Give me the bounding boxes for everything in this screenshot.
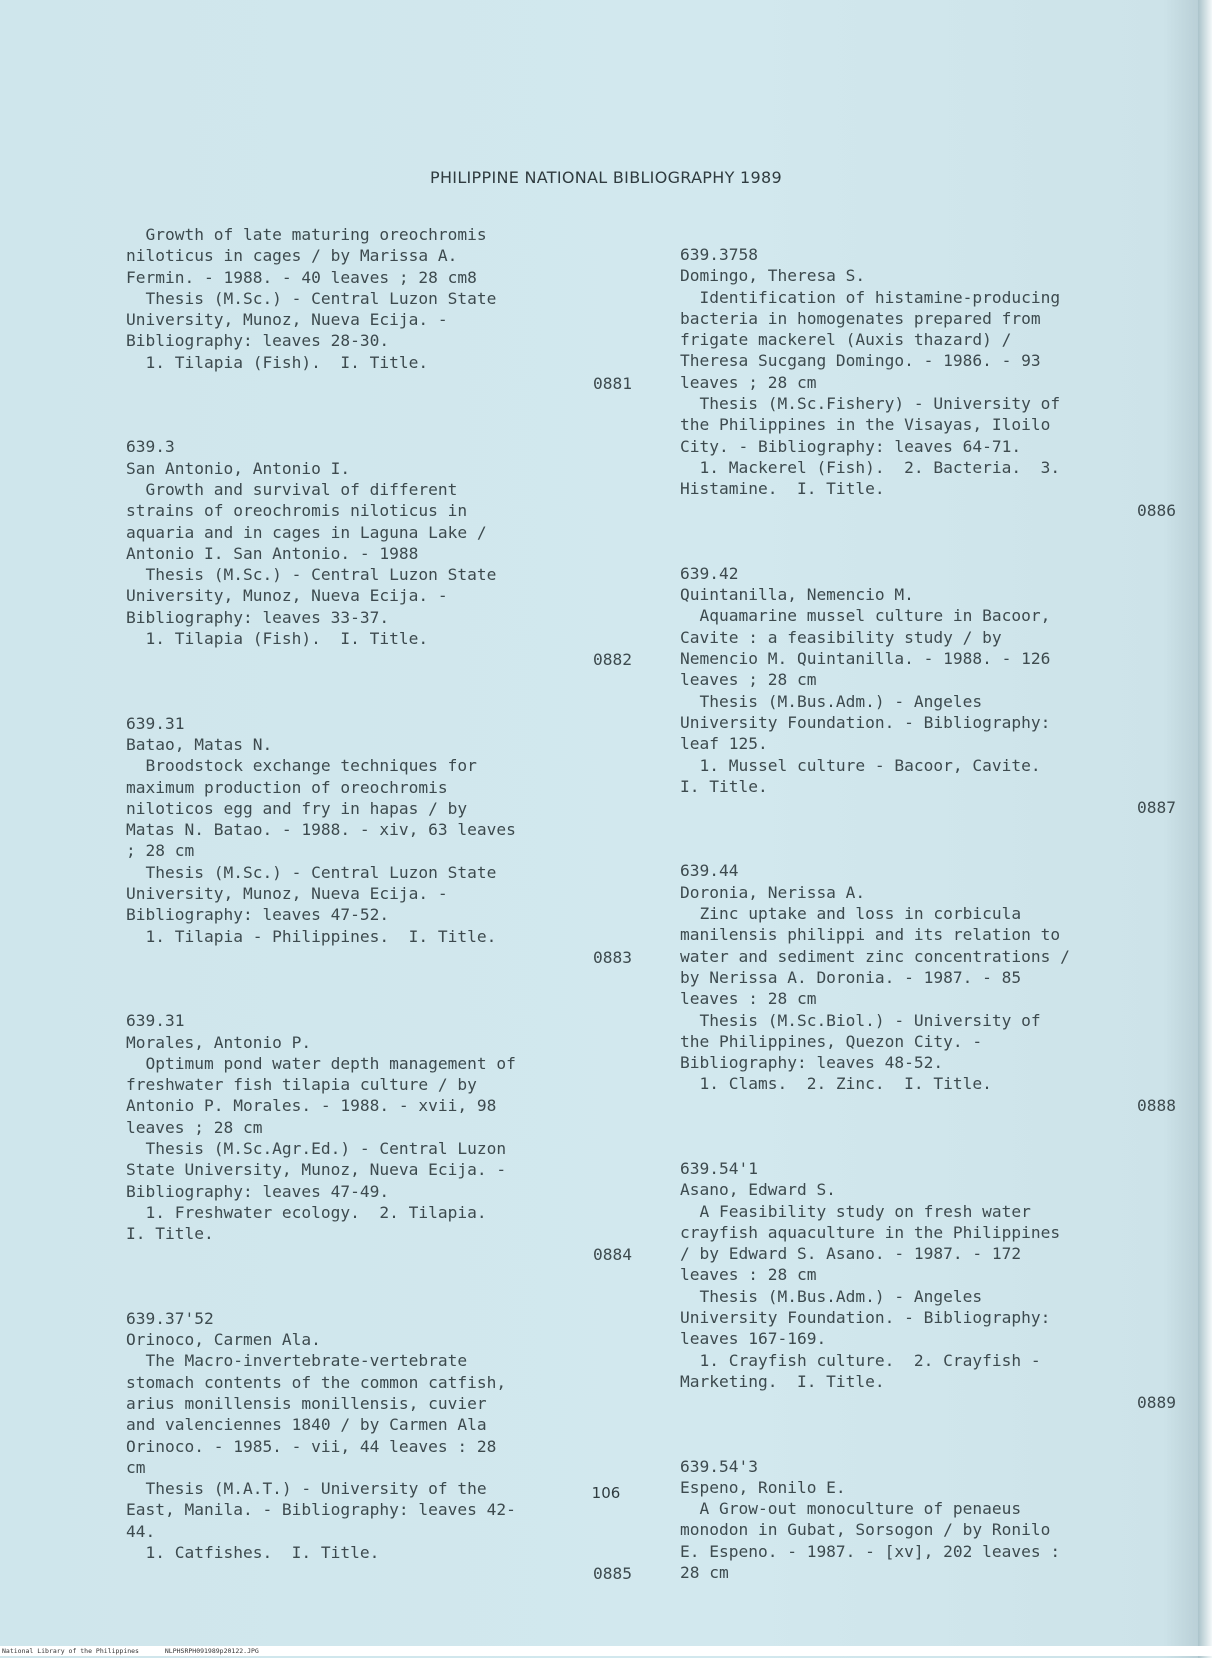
entry-line: 639.54'3 xyxy=(680,1456,758,1476)
entry-line: arius monillensis monillensis, cuvier xyxy=(126,1393,487,1413)
entry-line: 639.3 xyxy=(126,437,175,457)
entry-number: 0882 xyxy=(593,650,632,670)
entry-line: Thesis (M.Bus.Adm.) - Angeles xyxy=(680,691,983,711)
entry-line: University Foundation. - Bibliography: xyxy=(680,712,1051,732)
entry-number: 0886 xyxy=(1137,500,1176,520)
entry-line: 1. Crayfish culture. 2. Crayfish - xyxy=(680,1350,1041,1370)
entry-line: 639.31 xyxy=(126,713,185,733)
entry-line: Antonio I. San Antonio. - 1988 xyxy=(126,543,419,563)
entry-line: Broodstock exchange techniques for xyxy=(126,756,477,776)
entry-line: 639.31 xyxy=(126,1011,185,1031)
entry-gap xyxy=(126,394,632,436)
entry-line: 1. Tilapia (Fish). I. Title. xyxy=(126,352,429,372)
entry-line: by Nerissa A. Doronia. - 1987. - 85 xyxy=(680,967,1022,987)
scan-footer xyxy=(0,1646,1212,1656)
entry-line: 639.44 xyxy=(680,861,739,881)
entry-line: Antonio P. Morales. - 1988. - xvii, 98 xyxy=(126,1096,497,1116)
entry-line: State University, Munoz, Nueva Ecija. - xyxy=(126,1160,507,1180)
entry-number: 0885 xyxy=(593,1564,632,1584)
entry-line: Fermin. - 1988. - 40 leaves ; 28 cm8 xyxy=(126,267,477,287)
entry-line: Cavite : a feasibility study / by xyxy=(680,627,1002,647)
entry-gap xyxy=(680,1116,1176,1158)
bibliography-entry xyxy=(126,436,632,670)
entry-gap xyxy=(680,1414,1176,1456)
bibliography-entry xyxy=(680,563,1176,819)
entry-line: I. Title. xyxy=(680,776,768,796)
entry-line: 1. Freshwater ecology. 2. Tilapia. xyxy=(126,1202,487,1222)
entry-line: ; 28 cm xyxy=(126,841,195,861)
entry-line: University, Munoz, Nueva Ecija. - xyxy=(126,884,448,904)
entry-gap xyxy=(126,671,632,713)
entry-line: bacteria in homogenates prepared from xyxy=(680,308,1041,328)
entry-number: 0889 xyxy=(1137,1393,1176,1413)
entry-line: water and sediment zinc concentrations / xyxy=(680,946,1070,966)
entry-line: cm xyxy=(126,1457,146,1477)
entry-line: Doronia, Nerissa A. xyxy=(680,882,866,902)
bibliography-entry xyxy=(680,244,1176,521)
entry-line: the Philippines, Quezon City. - xyxy=(680,1031,983,1051)
bibliography-entry xyxy=(126,713,632,969)
entry-line: 44. xyxy=(126,1521,156,1541)
entry-line: Bibliography: leaves 33-37. xyxy=(126,607,390,627)
entry-line: Nemencio M. Quintanilla. - 1988. - 126 xyxy=(680,649,1051,669)
entry-line: leaves ; 28 cm xyxy=(126,1117,263,1137)
entry-line: Matas N. Batao. - 1988. - xiv, 63 leaves xyxy=(126,820,516,840)
entry-line: Theresa Sucgang Domingo. - 1986. - 93 xyxy=(680,351,1041,371)
entry-line: 1. Catfishes. I. Title. xyxy=(126,1543,380,1563)
entry-line: Bibliography: leaves 47-49. xyxy=(126,1181,390,1201)
entry-line: Optimum pond water depth management of xyxy=(126,1053,516,1073)
entry-gap xyxy=(126,1266,632,1308)
entry-line: stomach contents of the common catfish, xyxy=(126,1372,507,1392)
bibliography-entry xyxy=(680,1456,1176,1584)
bibliography-entry xyxy=(126,224,632,394)
entry-line: leaves ; 28 cm xyxy=(680,670,817,690)
entry-line: maximum production of oreochromis xyxy=(126,777,448,797)
entry-line: 1. Tilapia (Fish). I. Title. xyxy=(126,629,429,649)
entry-line: 28 cm xyxy=(680,1563,729,1583)
entry-line: leaves : 28 cm xyxy=(680,989,817,1009)
page-edge xyxy=(1198,0,1212,1658)
entry-line: San Antonio, Antonio I. xyxy=(126,458,351,478)
entry-line: leaf 125. xyxy=(680,734,768,754)
entry-line: Domingo, Theresa S. xyxy=(680,266,866,286)
entry-gap xyxy=(126,968,632,1010)
entry-number: 0887 xyxy=(1137,798,1176,818)
entry-number: 0881 xyxy=(593,374,632,394)
entry-line: Espeno, Ronilo E. xyxy=(680,1477,846,1497)
entry-line: Zinc uptake and loss in corbicula xyxy=(680,904,1022,924)
entry-line: Thesis (M.Sc.) - Central Luzon State xyxy=(126,565,497,585)
entry-line: niloticos egg and fry in hapas / by xyxy=(126,798,468,818)
entry-line: manilensis philippi and its relation to xyxy=(680,925,1061,945)
entry-gap xyxy=(680,521,1176,563)
entry-line: 639.42 xyxy=(680,563,739,583)
entry-line: the Philippines in the Visayas, Iloilo xyxy=(680,415,1051,435)
entry-gap xyxy=(680,818,1176,860)
entry-line: East, Manila. - Bibliography: leaves 42- xyxy=(126,1500,516,1520)
entry-line: Batao, Matas N. xyxy=(126,734,273,754)
running-header: PHILIPPINE NATIONAL BIBLIOGRAPHY 1989 xyxy=(430,168,782,187)
entry-line: A Feasibility study on fresh water xyxy=(680,1201,1031,1221)
entry-line: Identification of histamine-producing xyxy=(680,287,1061,307)
entry-line: University Foundation. - Bibliography: xyxy=(680,1308,1051,1328)
entry-line: A Grow-out monoculture of penaeus xyxy=(680,1499,1022,1519)
entry-line: Aquamarine mussel culture in Bacoor, xyxy=(680,606,1051,626)
entry-line: Orinoco. - 1985. - vii, 44 leaves : 28 xyxy=(126,1436,497,1456)
entry-line: Growth of late maturing oreochromis xyxy=(126,225,487,244)
entry-line: aquaria and in cages in Laguna Lake / xyxy=(126,522,487,542)
entry-line: leaves : 28 cm xyxy=(680,1265,817,1285)
entry-line: leaves ; 28 cm xyxy=(680,372,817,392)
entry-line: Thesis (M.Sc.) - Central Luzon State xyxy=(126,288,497,308)
entry-number: 0884 xyxy=(593,1245,632,1265)
entry-line: Thesis (M.Sc.Fishery) - University of xyxy=(680,394,1061,414)
bibliography-entry xyxy=(126,1308,632,1585)
entry-line: 1. Clams. 2. Zinc. I. Title. xyxy=(680,1074,992,1094)
entry-line: City. - Bibliography: leaves 64-71. xyxy=(680,436,1022,456)
entry-line: crayfish aquaculture in the Philippines xyxy=(680,1222,1061,1242)
entry-line: Bibliography: leaves 28-30. xyxy=(126,331,390,351)
entry-line: 1. Mussel culture - Bacoor, Cavite. xyxy=(680,755,1041,775)
entry-line: Orinoco, Carmen Ala. xyxy=(126,1330,321,1350)
entry-number: 0888 xyxy=(1137,1095,1176,1115)
entry-line: University, Munoz, Nueva Ecija. - xyxy=(126,586,448,606)
entry-line: niloticus in cages / by Marissa A. xyxy=(126,246,458,266)
entry-line: / by Edward S. Asano. - 1987. - 172 xyxy=(680,1244,1022,1264)
entry-line: Histamine. I. Title. xyxy=(680,479,885,499)
entry-line: The Macro-invertebrate-vertebrate xyxy=(126,1351,468,1371)
entry-line: 639.54'1 xyxy=(680,1158,758,1178)
bibliography-entry xyxy=(126,1010,632,1266)
entry-line: leaves 167-169. xyxy=(680,1329,827,1349)
entry-line: Thesis (M.Sc.Biol.) - University of xyxy=(680,1010,1041,1030)
entry-number: 0883 xyxy=(593,947,632,967)
entry-line: Asano, Edward S. xyxy=(680,1180,836,1200)
entry-line: 639.37'52 xyxy=(126,1308,214,1328)
entry-line: and valenciennes 1840 / by Carmen Ala xyxy=(126,1415,487,1435)
bibliography-entry xyxy=(680,1158,1176,1414)
entry-line: 1. Tilapia - Philippines. I. Title. xyxy=(126,926,497,946)
right-column xyxy=(680,244,1176,1583)
entry-line: Bibliography: leaves 48-52. xyxy=(680,1053,944,1073)
entry-line: I. Title. xyxy=(126,1224,214,1244)
entry-line: Thesis (M.Bus.Adm.) - Angeles xyxy=(680,1286,983,1306)
entry-line: Bibliography: leaves 47-52. xyxy=(126,905,390,925)
entry-line: University, Munoz, Nueva Ecija. - xyxy=(126,310,448,330)
entry-line: 639.3758 xyxy=(680,245,758,264)
entry-line: Marketing. I. Title. xyxy=(680,1371,885,1391)
entry-line: Quintanilla, Nemencio M. xyxy=(680,585,914,605)
entry-line: strains of oreochromis niloticus in xyxy=(126,501,468,521)
entry-line: Thesis (M.Sc.Agr.Ed.) - Central Luzon xyxy=(126,1138,507,1158)
entry-line: Thesis (M.Sc.) - Central Luzon State xyxy=(126,862,497,882)
footer-library: National Library of the Philippines xyxy=(2,1647,139,1655)
entry-line: E. Espeno. - 1987. - [xv], 202 leaves : xyxy=(680,1541,1061,1561)
entry-line: 1. Mackerel (Fish). 2. Bacteria. 3. xyxy=(680,457,1061,477)
entry-line: freshwater fish tilapia culture / by xyxy=(126,1075,477,1095)
bibliography-entry xyxy=(680,860,1176,1116)
entry-line: Morales, Antonio P. xyxy=(126,1032,312,1052)
entry-line: Growth and survival of different xyxy=(126,479,458,499)
left-column xyxy=(126,224,632,1585)
entry-line: frigate mackerel (Auxis thazard) / xyxy=(680,330,1012,350)
page-number: 106 xyxy=(591,1484,621,1502)
footer-file: NLPHSRPH091989p20122.JPG xyxy=(164,1647,259,1655)
entry-line: Thesis (M.A.T.) - University of the xyxy=(126,1479,487,1499)
entry-line: monodon in Gubat, Sorsogon / by Ronilo xyxy=(680,1520,1051,1540)
